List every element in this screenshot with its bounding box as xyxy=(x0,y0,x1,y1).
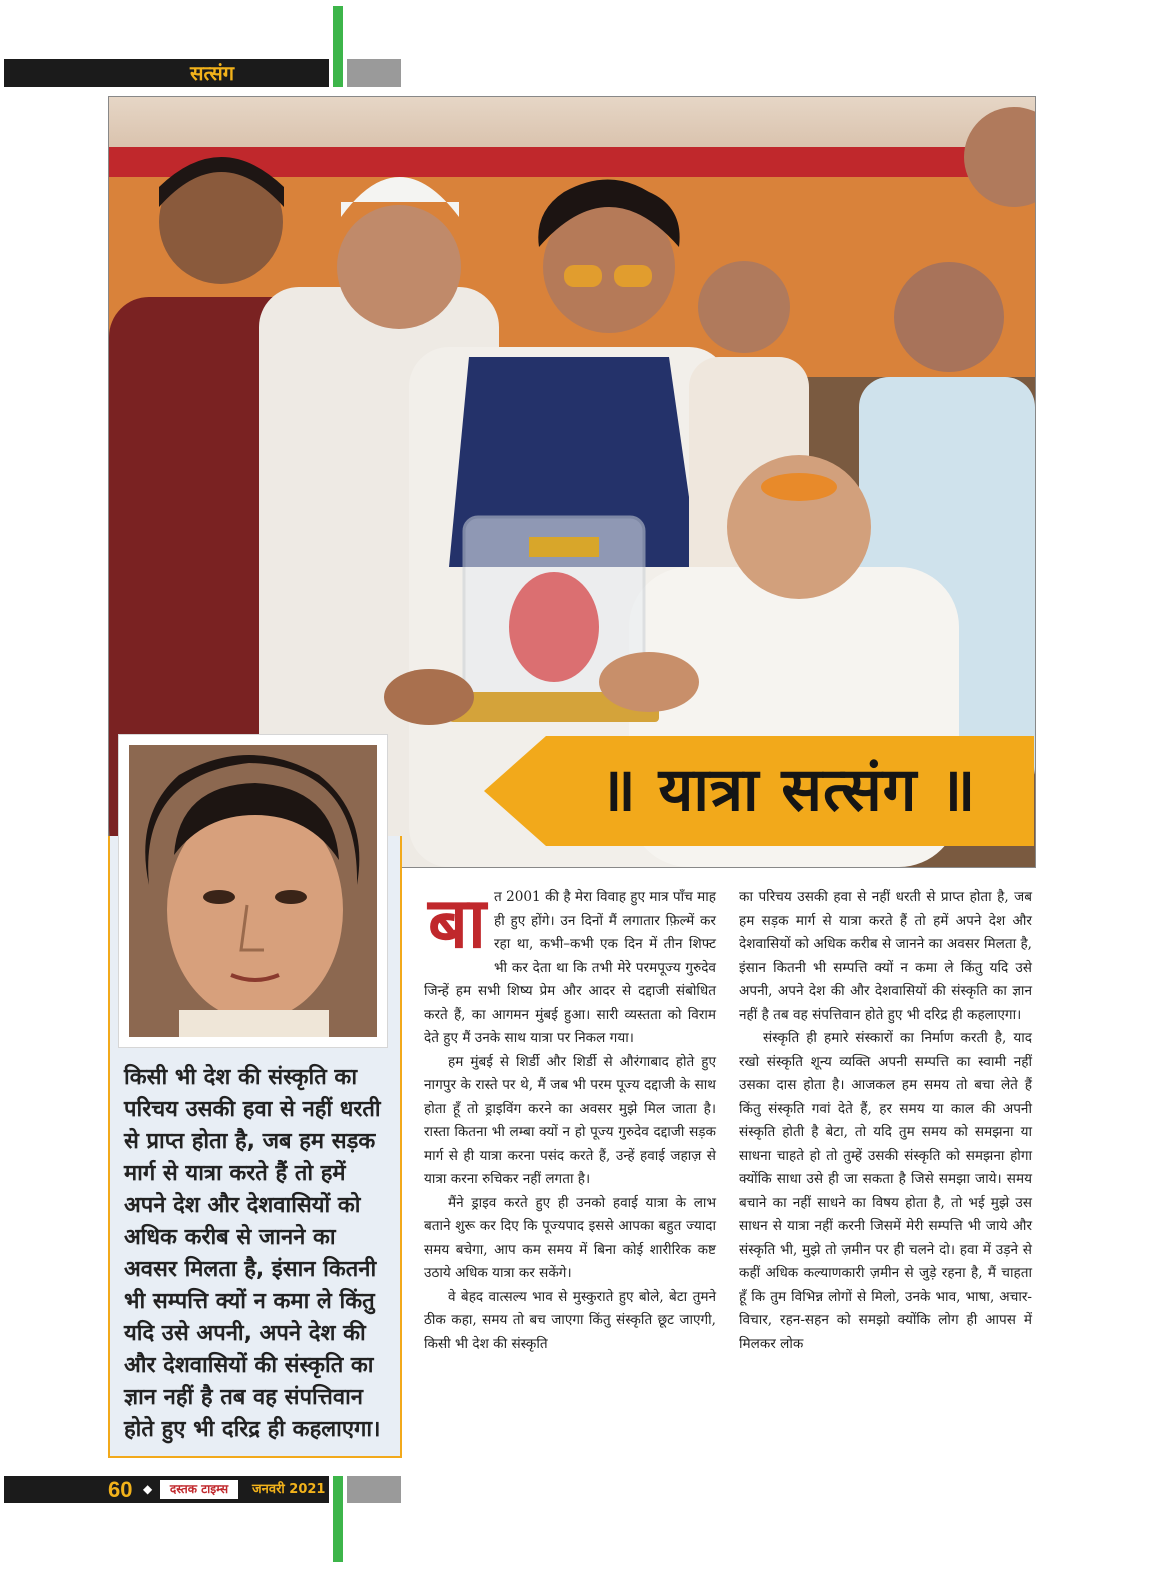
header-accent-bar xyxy=(333,6,343,87)
paragraph: का परिचय उसकी हवा से नहीं धरती से प्राप्त होता है, जब हम सड़क मार्ग से यात्रा करते हैं तो हमें अपने देश और देशवासियों को अधिक करीब से जानने का अवसर मिलता है, इंसान कितनी भी सम्पत्ति क्यों न कमा ले किंतु यदि उसे अपनी, अपने देश की और देशवासियों की संस्कृति का ज्ञान नहीं है तब वह संपत्तिवान होते हुए भी दरिद्र ही कहलाएगा। xyxy=(739,889,1032,1023)
article-column-1 xyxy=(424,882,716,1356)
header-bar xyxy=(4,59,329,87)
article-column-2 xyxy=(739,886,1032,1356)
bullet-separator: ◆ xyxy=(143,1482,153,1496)
paragraph: हम मुंबई से शिर्डी और शिर्डी से औरंगाबाद होते हुए नागपुर के रास्ते पर थे, मैं जब भी परम पूज्य दद्दाजी के साथ होता हूँ तो ड्राइविंग करने का अवसर मुझे मिल जाता है। रास्ता कितना भी लम्बा क्यों न हो पूज्य गुरुदेव दद्दाजी सड़क मार्ग से ही यात्रा करना पसंद करते हैं, उन्हें हवाई जहाज़ से यात्रा करना रुचिकर नहीं लगता है। xyxy=(424,1053,716,1187)
footer-gray-block xyxy=(347,1476,401,1503)
section-label: सत्संग xyxy=(190,61,235,85)
portrait-icon xyxy=(119,735,387,1047)
magazine-logo: दस्तक टाइम्स xyxy=(160,1480,238,1499)
paragraph: वे बेहद वात्सल्य भाव से मुस्कुराते हुए बोले, बेटा तुमने ठीक कहा, समय तो बच जाएगा किंतु संस्कृति छूट जाएगी, किसी भी देश की संस्कृति xyxy=(424,1288,716,1352)
article-title: ॥ यात्रा सत्संग ॥ xyxy=(599,755,977,825)
issue-date: जनवरी 2021 xyxy=(252,1482,326,1497)
page-number: 60 xyxy=(108,1477,133,1502)
header-gray-block xyxy=(347,59,401,87)
pull-quote: किसी भी देश की संस्कृति का परिचय उसकी हवा से नहीं धरती से प्राप्त होता है, जब हम सड़क मार्ग से यात्रा करते हैं तो हमें अपने देश और देशवासियों को अधिक करीब से जानने का अवसर मिलता है, इंसान कितनी भी सम्पत्ति क्यों न कमा ले किंतु यदि उसे अपनी, अपने देश की और देशवासियों की संस्कृति का ज्ञान नहीं है तब वह संपत्तिवान होते हुए भी दरिद्र ही कहलाएगा। xyxy=(124,1065,381,1442)
paragraph: त 2001 की है मेरा विवाह हुए मात्र पाँच माह ही हुए होंगे। उन दिनों मैं लगातार फ़िल्में कर रहा था, कभी–कभी एक दिन में तीन शिफ्ट भी कर देता था कि तभी मेरे परमपूज्य गुरुदेव जिन्हें हम सभी शिष्य प्रेम और आदर से दद्दाजी संबोधित करते हैं, का आगमन मुंबई हुआ। सारी व्यस्तता को विराम देते हुए मैं उनके साथ यात्रा पर निकल गया। xyxy=(424,889,716,1046)
paragraph: संस्कृति ही हमारे संस्कारों का निर्माण करती है, याद रखो संस्कृति शून्य व्यक्ति अपनी सम्पत्ति का स्वामी नहीं उसका दास होता है। आजकल हम समय तो बचा लेते हैं किंतु संस्कृति गवां देते हैं, हर समय या काल की अपनी संस्कृति होती है बेटा, तो यदि तुम समय को समझना या साधना चाहते हो तो तुम्हें उसकी संस्कृति को समझना होगा क्योंकि साधा उसे ही जा सकता है जिसे समझा जाये। समय बचाने का नहीं साधने का विषय होता है, तो भई मुझे उस साधन से यात्रा नहीं करनी जिसमें मेरी सम्पत्ति भी जाये और संस्कृति भी, मुझे तो ज़मीन पर ही चलने दो। हवा में उड़ने से कहीं अधिक कल्याणकारी ज़मीन से जुड़े रहना है, मैं चाहता हूँ कि तुम विभिन्न लोगों से मिलो, उनके भाव, भाषा, अचार-विचार, रहन-सहन को समझो क्योंकि लोग ही आपस में मिलकर लोक xyxy=(739,1030,1032,1352)
drop-cap: बा xyxy=(427,882,487,964)
footer-accent-bar xyxy=(333,1476,343,1562)
paragraph: मैंने ड्राइव करते हुए ही उनको हवाई यात्रा के लाभ बताने शुरू कर दिए कि पूज्यपाद इससे आपका बहुत ज्यादा समय बचेगा, आप कम समय में बिना कोई शारीरिक कष्ट उठाये अधिक यात्रा कर सकेंगे। xyxy=(424,1194,716,1281)
portrait-photo xyxy=(118,734,388,1048)
